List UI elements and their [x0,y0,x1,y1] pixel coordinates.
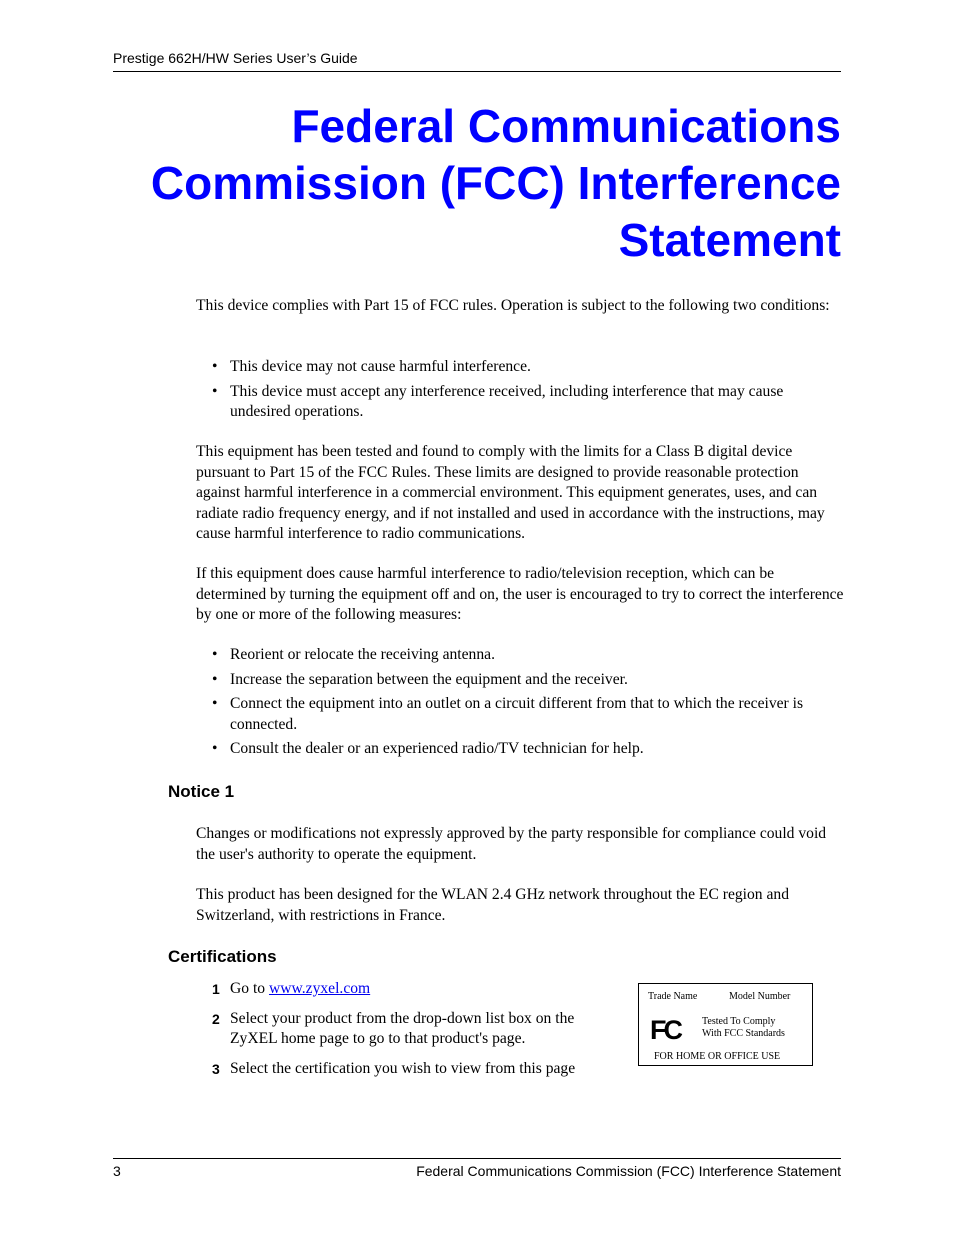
list-item [196,645,846,666]
fcc-compliance-label [638,983,813,1066]
bullet-icon: • [212,670,218,688]
list-item-text: This device may not cause harmful interference. [230,358,531,375]
certification-steps [196,979,616,1088]
bullet-icon: • [212,740,218,757]
step-item [196,979,616,1000]
notice-paragraph-1: Changes or modifications not expressly approved by the party responsible for compliance could void the user's authority to operate the equipment. [196,825,827,863]
list-item-text: This device must accept any interference received, including interference that may cause undesired operations. [230,382,784,420]
home-office-use-text: FOR HOME OR OFFICE USE [654,1051,781,1062]
tested-paragraph: This equipment has been tested and found to comply with the limits for a Class B digital device pursuant to Part 15 of the FCC Rules. These limits are designed to provide reasonable protection against harmful interference in a commercial environment. This equipment generates, uses, and can radiate radio frequency energy, and if not installed and used in accordance with the instructions, may cause harmful interference to radio communications. [196,443,825,542]
list-item [196,670,846,691]
zyxel-website-link[interactable]: www.zyxel.com [268,980,371,997]
model-number-label: Model Number [729,991,791,1002]
tested-line-1: Tested To Comply [702,1016,776,1027]
page-title [101,98,841,269]
list-item [196,739,846,760]
bullet-icon: • [212,358,218,375]
step-item [196,1059,616,1080]
interference-paragraph: If this equipment does cause harmful interference to radio/television reception, which can be determined by turning the equipment off and on, the user is encouraged to try to correct the interference by one or more of the following measures: [196,565,844,623]
list-item [196,382,846,423]
title-line-2: Commission (FCC) Interference [150,157,841,209]
list-item-text: Consult the dealer or an experienced radio/TV technician for help. [230,740,644,757]
list-item-text: Connect the equipment into an outlet on a circuit different from that to which the receiver is connected. [230,695,804,733]
intro-paragraph: This device complies with Part 15 of FCC rules. Operation is subject to the following two conditions: [196,297,830,314]
header-text: Prestige 662H/HW Series User’s Guide [113,50,358,66]
measures-list [196,645,846,764]
notice-heading: Notice 1 [168,782,235,801]
running-footer [113,1158,841,1179]
certifications-heading: Certifications [168,947,277,966]
tested-comply-text [702,1016,785,1040]
step-text: Select the certification you wish to view from this page [230,1059,576,1077]
trade-name-label: Trade Name [648,991,698,1002]
step-number: 3 [212,1060,220,1077]
fcc-logo-text: FC [650,1015,680,1043]
step-number: 2 [212,1010,220,1027]
conditions-list [196,357,846,427]
list-item-text: Reorient or relocate the receiving antenna. [230,646,495,663]
bullet-icon: • [212,695,218,712]
notice-paragraph-2: This product has been designed for the WLAN 2.4 GHz network throughout the EC region and Switzerland, with restrictions in France. [196,886,790,924]
list-item [196,357,846,378]
footer-title: Federal Communications Commission (FCC) Interference Statement [416,1163,841,1179]
step-item [196,1009,616,1050]
page-number: 3 [113,1163,121,1179]
bullet-icon: • [212,382,218,400]
list-item [196,694,846,735]
step-text: Go to [230,980,269,997]
title-line-1: Federal Communications [291,100,841,152]
list-item-text: Increase the separation between the equipment and the receiver. [230,670,628,688]
title-line-3: Statement [618,214,841,266]
step-text: Select your product from the drop-down list box on the ZyXEL home page to go to that product's page. [230,1009,575,1047]
running-header [113,50,841,72]
fcc-logo-icon [649,1015,689,1043]
bullet-icon: • [212,646,218,663]
step-number: 1 [212,981,220,997]
tested-line-2: With FCC Standards [702,1028,785,1039]
